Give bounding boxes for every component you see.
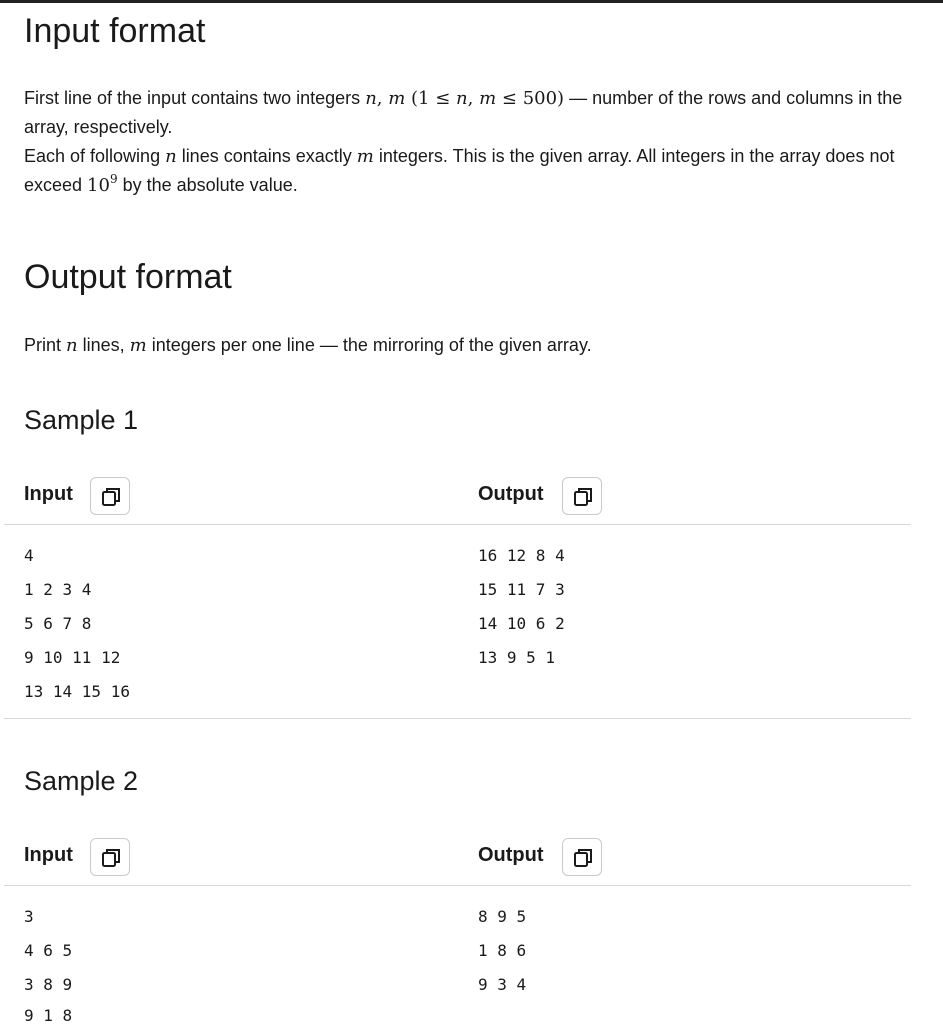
sample-1-input-line: 5 6 7 8 bbox=[24, 614, 92, 633]
sample-1-input-label: Input bbox=[24, 483, 73, 505]
sample-1-output-line: 14 10 6 2 bbox=[478, 614, 565, 633]
sample-2-output-line: 9 3 4 bbox=[478, 975, 527, 994]
sample-1-output-line: 13 9 5 1 bbox=[478, 648, 556, 667]
sample-2-output-line: 1 8 6 bbox=[478, 941, 527, 960]
copy-icon bbox=[572, 486, 594, 508]
sample-2-input-line: 4 6 5 bbox=[24, 941, 73, 960]
sample-2-input-copy-button[interactable] bbox=[90, 838, 130, 876]
sample-1-input-line: 13 14 15 16 bbox=[24, 682, 130, 701]
sample-2-input-line: 3 8 9 bbox=[24, 975, 73, 994]
input-format-line-1: First line of the input contains two integers n, m (1 ≤ n, m ≤ 500) — number of the rows and columns in the array, respectively. bbox=[24, 88, 903, 137]
sample-1-bottom-divider bbox=[4, 718, 911, 719]
input-format-line-2: Each of following n lines contains exactly m integers. This is the given array. All integers in the array does not exceed $10^9$ by the absolute value. bbox=[24, 146, 895, 196]
sample-2-input-line: 3 bbox=[24, 907, 34, 926]
sample-1-header-divider bbox=[4, 524, 911, 525]
sample-1-input-line: 9 10 11 12 bbox=[24, 648, 121, 667]
sample-2-output-label: Output bbox=[478, 844, 544, 866]
sample-1-input-copy-button[interactable] bbox=[90, 477, 130, 515]
sample-2-output-line: 8 9 5 bbox=[478, 907, 527, 926]
sample-2-output-copy-button[interactable] bbox=[562, 838, 602, 876]
sample-1-output-label: Output bbox=[478, 483, 544, 505]
sample-1-title: Sample 1 bbox=[24, 405, 139, 435]
sample-1-input-line: 4 bbox=[24, 546, 34, 565]
sample-1-output-line: 15 11 7 3 bbox=[478, 580, 565, 599]
copy-icon bbox=[572, 847, 594, 869]
output-format-description: Print n lines, m integers per one line — the mirroring of the given array. bbox=[24, 335, 592, 356]
sample-1-input-line: 1 2 3 4 bbox=[24, 580, 92, 599]
sample-1-output-copy-button[interactable] bbox=[562, 477, 602, 515]
copy-icon bbox=[100, 486, 122, 508]
sample-2-input-line: 9 1 8 bbox=[24, 1006, 73, 1025]
sample-1-output-line: 16 12 8 4 bbox=[478, 546, 565, 565]
copy-icon bbox=[100, 847, 122, 869]
sample-2-header-divider bbox=[4, 885, 911, 886]
sample-2-input-label: Input bbox=[24, 844, 73, 866]
input-format-description bbox=[24, 84, 929, 200]
input-format-title: Input format bbox=[24, 12, 206, 50]
output-format-title: Output format bbox=[24, 258, 232, 296]
sample-2-title: Sample 2 bbox=[24, 766, 139, 796]
